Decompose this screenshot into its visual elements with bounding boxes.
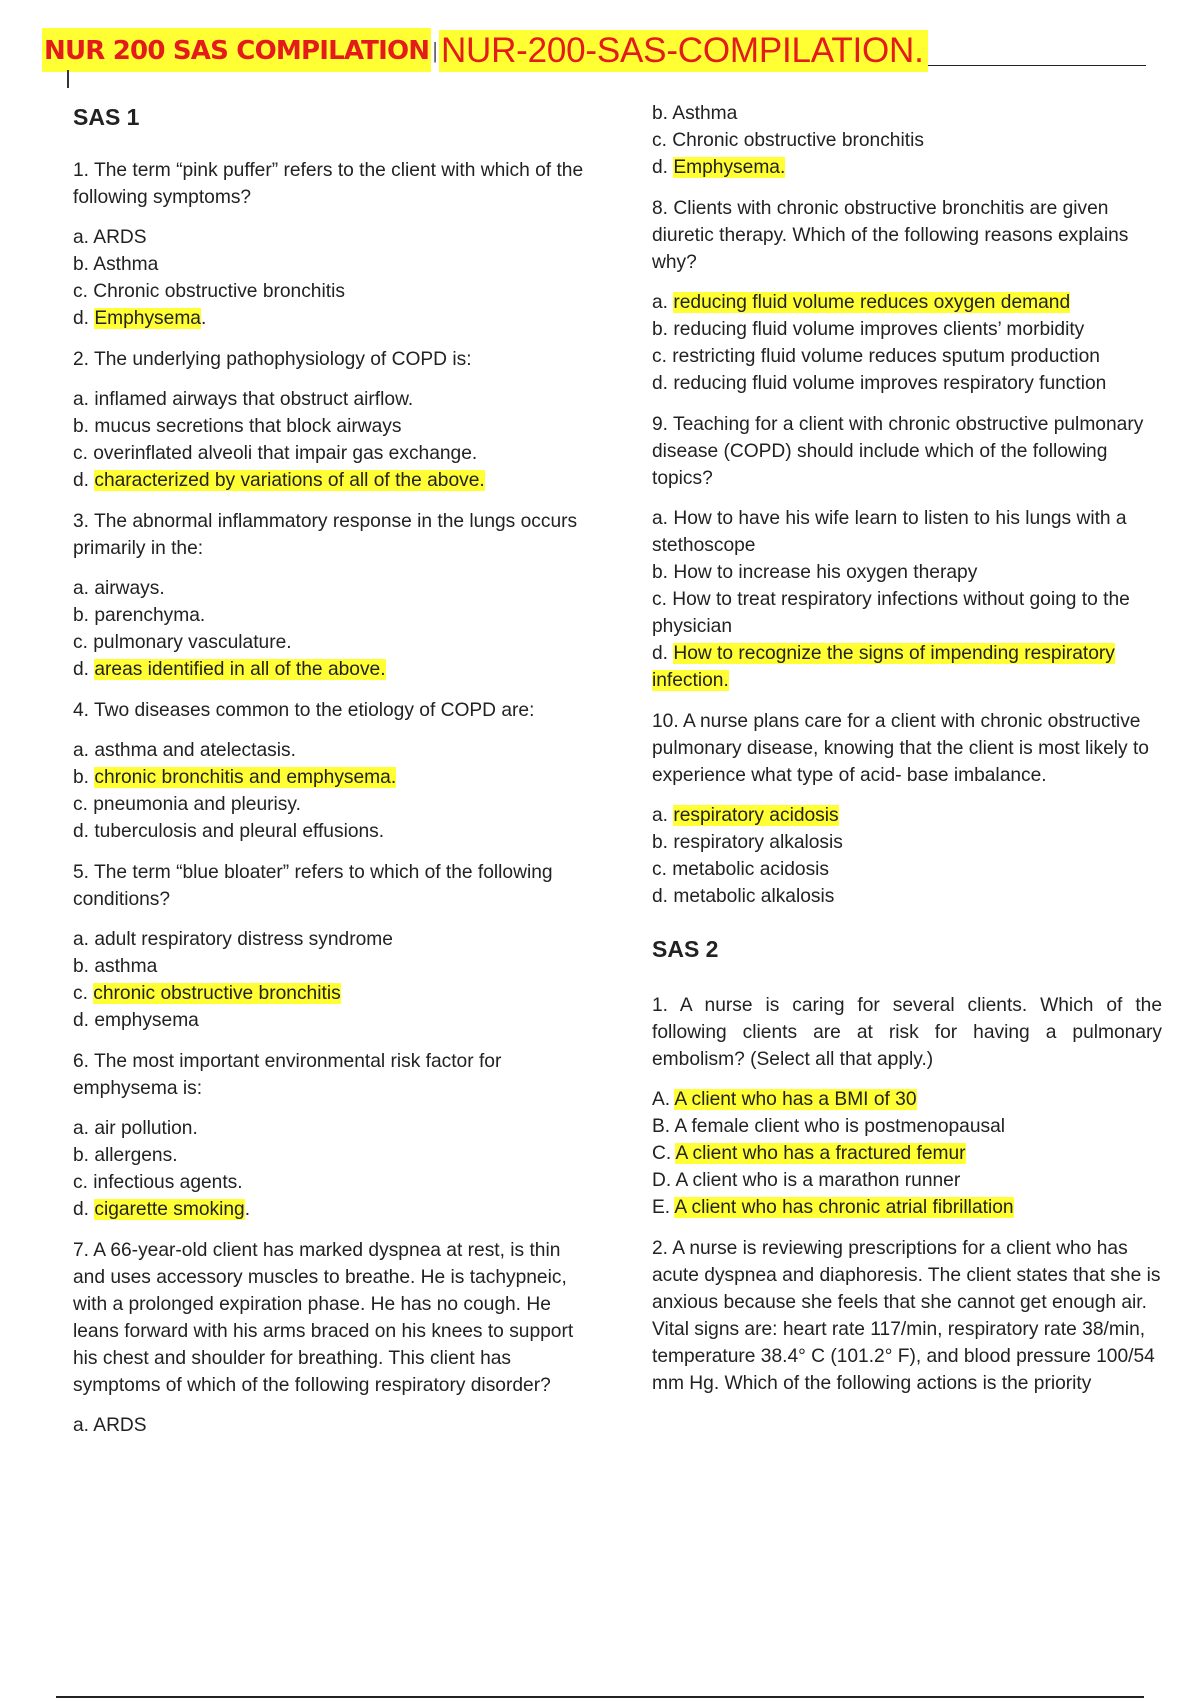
question-6: 6. The most important environmental risk factor for emphysema is: xyxy=(73,1051,502,1099)
option: a. adult respiratory distress syndrome xyxy=(73,929,393,950)
answer-highlight: cigarette smoking xyxy=(94,1199,245,1220)
question-10-options xyxy=(652,802,1162,910)
option: b. How to increase his oxygen therapy xyxy=(652,562,978,583)
option-answer: E. A client who has chronic atrial fibrillation xyxy=(652,1197,1014,1218)
option: b. Asthma xyxy=(652,103,738,124)
section-heading-sas2: SAS 2 xyxy=(652,936,719,962)
title-underline xyxy=(928,65,1146,66)
question-8-options xyxy=(652,289,1162,397)
question-5: 5. The term “blue bloater” refers to which of the following conditions? xyxy=(73,862,553,910)
option: a. inflamed airways that obstruct airflow. xyxy=(73,389,414,410)
option: c. How to treat respiratory infections without going to the physician xyxy=(652,589,1130,637)
answer-highlight: characterized by variations of all of the above. xyxy=(94,470,485,491)
option: b. allergens. xyxy=(73,1145,178,1166)
section-heading-sas1: SAS 1 xyxy=(73,104,140,130)
option-answer: d. Emphysema. xyxy=(73,308,207,329)
option: a. airways. xyxy=(73,578,165,599)
option: c. overinflated alveoli that impair gas exchange. xyxy=(73,443,478,464)
option: b. parenchyma. xyxy=(73,605,206,626)
option: a. asthma and atelectasis. xyxy=(73,740,296,761)
right-column xyxy=(652,100,1162,1397)
question-10: 10. A nurse plans care for a client with chronic obstructive pulmonary disease, knowing that the client is most likely to experience what type of acid- base imbalance. xyxy=(652,711,1149,786)
answer-highlight: How to recognize the signs of impending respiratory infection. xyxy=(652,643,1115,691)
sas2-question-2: 2. A nurse is reviewing prescriptions for a client who has acute dyspnea and diaphoresis. The client states that she is anxious because she feels that she cannot get enough air. Vital signs are: heart rate 117/min, respiratory rate 38/min, temperature 38.4° C (101.2° F), and blood pressure 100/54 mm Hg. Which of the following actions is the priority xyxy=(652,1238,1161,1394)
sas2-question-1-options xyxy=(652,1086,1162,1221)
question-5-options xyxy=(73,926,593,1034)
question-7-options-continued xyxy=(652,100,1162,181)
option: a. How to have his wife learn to listen to his lungs with a stethoscope xyxy=(652,508,1127,556)
left-column xyxy=(73,100,593,1439)
option: d. metabolic alkalosis xyxy=(652,886,835,907)
option: b. asthma xyxy=(73,956,158,977)
option-answer: A. A client who has a BMI of 30 xyxy=(652,1089,917,1110)
answer-highlight: A client who has a BMI of 30 xyxy=(674,1089,917,1110)
answer-highlight: chronic bronchitis and emphysema. xyxy=(94,767,397,788)
sas2-question-1: 1. A nurse is caring for several clients. Which of the following clients are at risk for having a pulmonary embolism? (Select all that apply.) xyxy=(652,995,1162,1070)
option-answer: c. chronic obstructive bronchitis xyxy=(73,983,341,1004)
option: c. Chronic obstructive bronchitis xyxy=(652,130,924,151)
question-4: 4. Two diseases common to the etiology of COPD are: xyxy=(73,700,535,721)
footer-rule xyxy=(56,1696,1144,1698)
option-answer: d. characterized by variations of all of the above. xyxy=(73,470,485,491)
answer-highlight: areas identified in all of the above. xyxy=(94,659,386,680)
answer-highlight: Emphysema xyxy=(94,308,201,329)
option: d. emphysema xyxy=(73,1010,199,1031)
option: a. air pollution. xyxy=(73,1118,198,1139)
question-9-options xyxy=(652,505,1162,694)
option: d. tuberculosis and pleural effusions. xyxy=(73,821,385,842)
option-answer: a. respiratory acidosis xyxy=(652,805,839,826)
question-1: 1. The term “pink puffer” refers to the client with which of the following symptoms? xyxy=(73,160,584,208)
option: d. reducing fluid volume improves respiratory function xyxy=(652,373,1107,394)
answer-highlight: A client who has chronic atrial fibrillation xyxy=(674,1197,1014,1218)
option: b. mucus secretions that block airways xyxy=(73,416,402,437)
answer-highlight: Emphysema. xyxy=(673,157,786,178)
page-header xyxy=(42,28,1146,72)
question-3: 3. The abnormal inflammatory response in the lungs occurs primarily in the: xyxy=(73,511,578,559)
text-cursor xyxy=(67,70,69,88)
option: c. restricting fluid volume reduces sputum production xyxy=(652,346,1100,367)
option-answer: d. Emphysema. xyxy=(652,157,786,178)
option: b. Asthma xyxy=(73,254,159,275)
answer-highlight: A client who has a fractured femur xyxy=(675,1143,966,1164)
question-2: 2. The underlying pathophysiology of COPD is: xyxy=(73,349,472,370)
option-answer: d. How to recognize the signs of impending respiratory infection. xyxy=(652,643,1115,691)
question-8: 8. Clients with chronic obstructive bronchitis are given diuretic therapy. Which of the following reasons explains why? xyxy=(652,198,1129,273)
question-9: 9. Teaching for a client with chronic obstructive pulmonary disease (COPD) should include which of the following topics? xyxy=(652,414,1144,489)
option: a. ARDS xyxy=(73,227,147,248)
question-6-options xyxy=(73,1115,593,1223)
document-title: NUR 200 SAS COMPILATION xyxy=(42,28,431,72)
option: c. pulmonary vasculature. xyxy=(73,632,292,653)
answer-highlight: chronic obstructive bronchitis xyxy=(93,983,341,1004)
question-2-options xyxy=(73,386,593,494)
option: b. reducing fluid volume improves clients’ morbidity xyxy=(652,319,1085,340)
option-answer: a. reducing fluid volume reduces oxygen demand xyxy=(652,292,1071,313)
question-7: 7. A 66-year-old client has marked dyspnea at rest, is thin and uses accessory muscles to breathe. He is tachypneic, with a prolonged expiration phase. He has no cough. He leans forward with his arms braced on his knees to support his chest and shoulder for breathing. This client has symptoms of which of the following respiratory disorder? xyxy=(73,1240,574,1396)
option-answer: d. cigarette smoking. xyxy=(73,1199,251,1220)
option: a. ARDS xyxy=(73,1415,147,1436)
question-3-options xyxy=(73,575,593,683)
question-1-options xyxy=(73,224,593,332)
option: c. Chronic obstructive bronchitis xyxy=(73,281,345,302)
option: c. pneumonia and pleurisy. xyxy=(73,794,301,815)
option: B. A female client who is postmenopausal xyxy=(652,1116,1006,1137)
title-separator: | xyxy=(432,38,438,63)
option-answer: C. A client who has a fractured femur xyxy=(652,1143,966,1164)
answer-highlight: reducing fluid volume reduces oxygen demand xyxy=(673,292,1071,313)
document-title-alt: NUR-200-SAS-COMPILATION. xyxy=(439,30,928,72)
option: D. A client who is a marathon runner xyxy=(652,1170,961,1191)
option-answer: b. chronic bronchitis and emphysema. xyxy=(73,767,397,788)
question-4-options xyxy=(73,737,593,845)
option: b. respiratory alkalosis xyxy=(652,832,843,853)
option-answer: d. areas identified in all of the above. xyxy=(73,659,386,680)
option: c. metabolic acidosis xyxy=(652,859,830,880)
answer-highlight: respiratory acidosis xyxy=(673,805,839,826)
question-7-options xyxy=(73,1412,593,1439)
option: c. infectious agents. xyxy=(73,1172,243,1193)
